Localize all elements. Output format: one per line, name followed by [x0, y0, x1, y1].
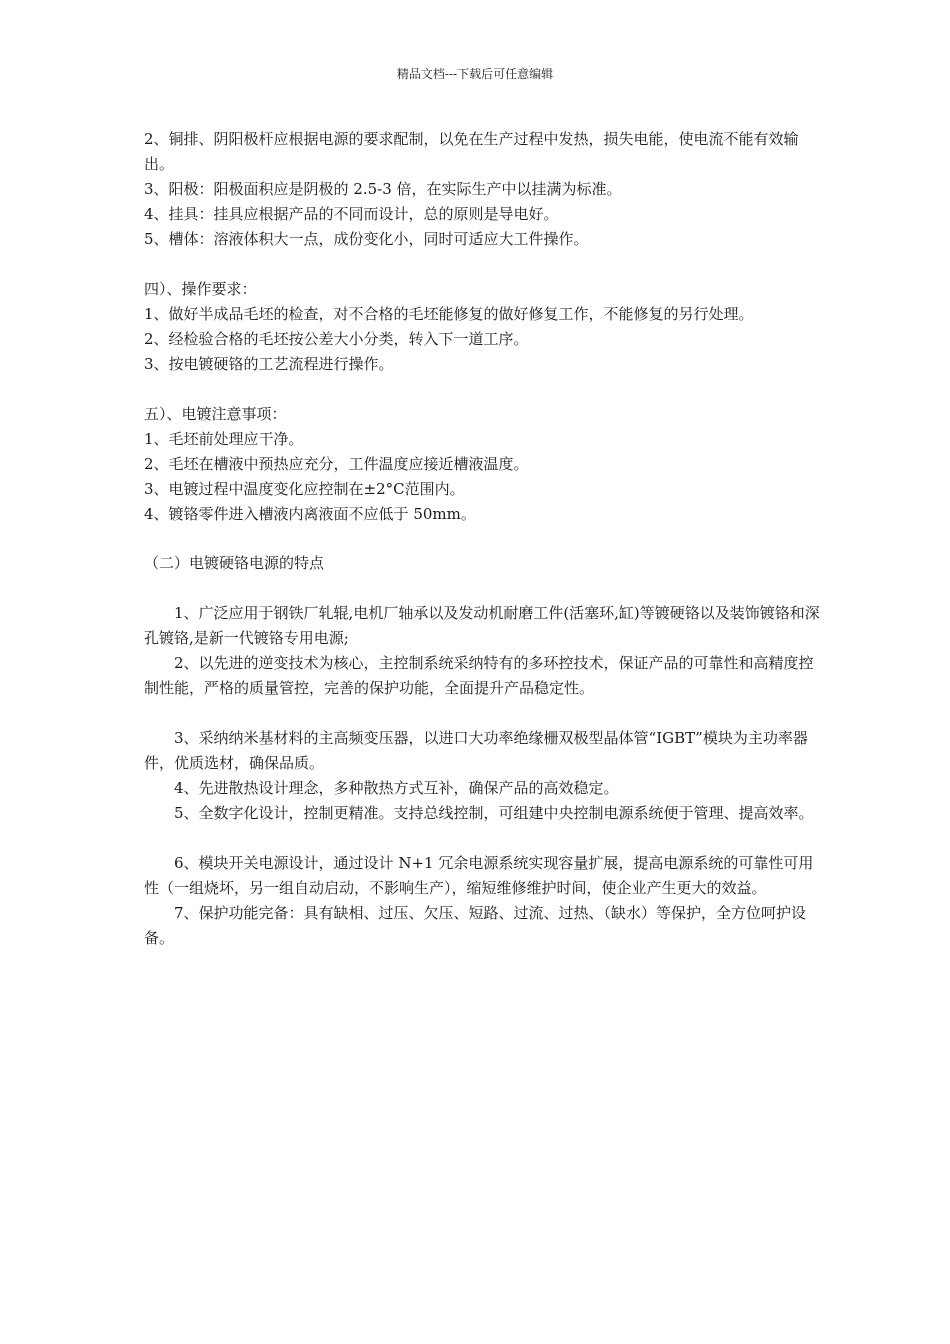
feature-paragraph: 5、全数字化设计，控制更精准。支持总线控制，可组建中央控制电源系统便于管理、提高效率。 — [174, 804, 814, 822]
spacer — [144, 701, 824, 726]
section-heading-operation: 四）、操作要求： — [144, 280, 257, 298]
list-item: 3、阳极：阳极面积应是阴极的 2.5-3 倍，在实际生产中以挂满为标准。 — [144, 180, 622, 198]
list-item: 2、经检验合格的毛坯按公差大小分类，转入下一道工序。 — [144, 330, 529, 348]
page-header: 精品文档---下载后可任意编辑 — [396, 67, 554, 81]
list-item: 4、挂具：挂具应根据产品的不同而设计，总的原则是导电好。 — [144, 205, 559, 223]
list-item: 5、槽体：溶液体积大一点，成份变化小，同时可适应大工件操作。 — [144, 230, 589, 248]
spacer — [144, 252, 824, 277]
feature-paragraph: 4、先进散热设计理念，多种散热方式互补，确保产品的高效稳定。 — [174, 779, 619, 797]
section-heading-features: （二）电镀硬铬电源的特点 — [144, 554, 325, 572]
list-item: 4、镀铬零件进入槽液内离液面不应低于 50mm。 — [144, 505, 476, 523]
list-item: 1、毛坯前处理应干净。 — [144, 430, 304, 448]
feature-paragraph: 2、以先进的逆变技术为核心，主控制系统采纳特有的多环控技术，保证产品的可靠性和高精度控制性能，严格的质量管控，完善的保护功能，全面提升产品稳定性。 — [144, 654, 814, 697]
spacer — [144, 826, 824, 851]
section-heading-notes: 五）、电镀注意事项： — [144, 405, 287, 423]
list-item: 1、做好半成品毛坯的检查，对不合格的毛坯能修复的做好修复工作，不能修复的另行处理。 — [144, 305, 754, 323]
feature-paragraph: 7、保护功能完备：具有缺相、过压、欠压、短路、过流、过热、（缺水）等保护，全方位呵护设备。 — [144, 904, 807, 947]
spacer — [144, 527, 824, 551]
list-item: 3、按电镀硬铬的工艺流程进行操作。 — [144, 355, 394, 373]
spacer — [144, 377, 824, 402]
document-body — [144, 127, 824, 951]
list-item: 2、毛坯在槽液中预热应充分，工件温度应接近槽液温度。 — [144, 455, 529, 473]
feature-paragraph: 1、广泛应用于钢铁厂轧辊,电机厂轴承以及发动机耐磨工件(活塞环,缸)等镀硬铬以及装饰镀铬和深孔镀铬,是新一代镀铬专用电源; — [144, 604, 820, 647]
list-item: 3、电镀过程中温度变化应控制在±2°C范围内。 — [144, 480, 465, 498]
feature-paragraph: 6、模块开关电源设计，通过设计 N+1 冗余电源系统实现容量扩展，提高电源系统的可靠性可用性（一组烧坏，另一组自动启动，不影响生产），缩短维修维护时间，使企业产生更大的效益。 — [144, 854, 814, 897]
list-item: 2、铜排、阴阳极杆应根据电源的要求配制，以免在生产过程中发热，损失电能，使电流不能有效输出。 — [144, 130, 799, 173]
feature-paragraph: 3、采纳纳米基材料的主高频变压器，以进口大功率绝缘栅双极型晶体管“IGBT”模块为主功率器件，优质选材，确保品质。 — [144, 729, 808, 772]
spacer — [144, 576, 824, 601]
